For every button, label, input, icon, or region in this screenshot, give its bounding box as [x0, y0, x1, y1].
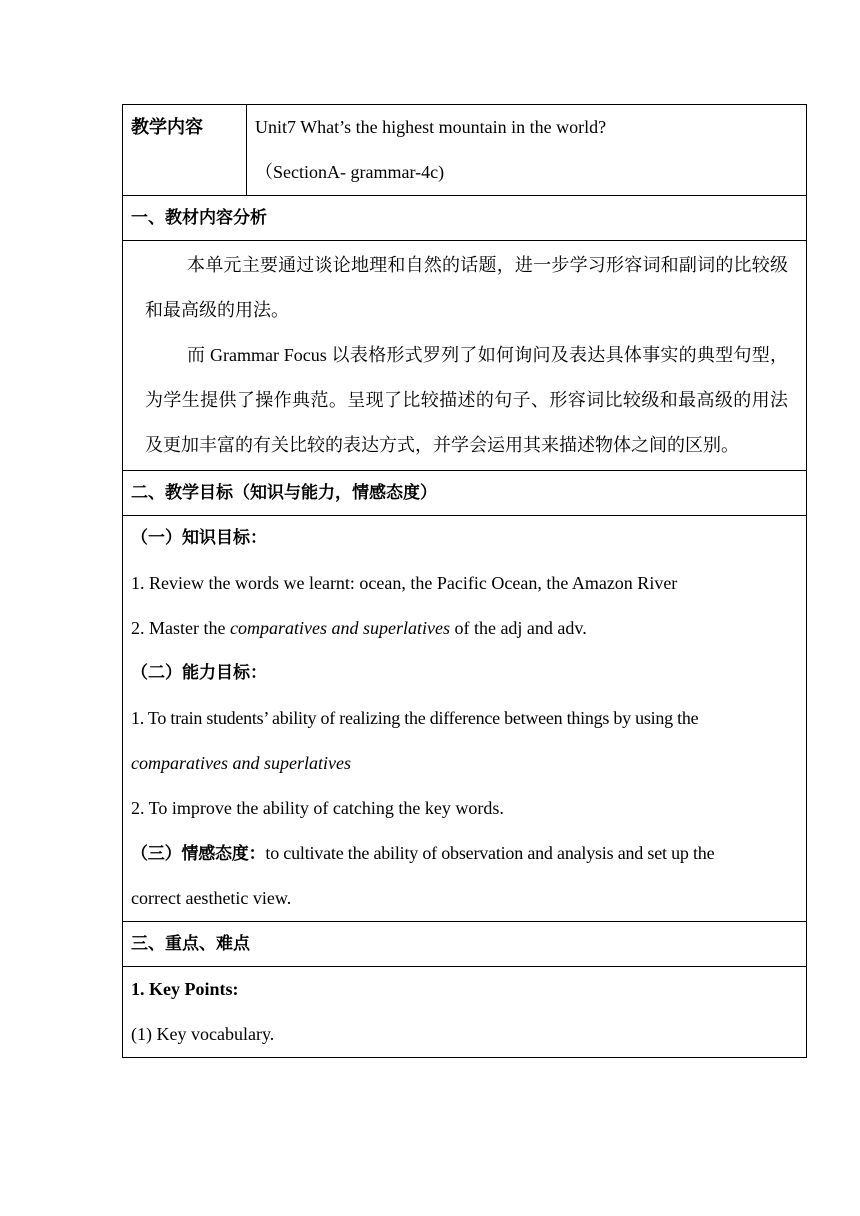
- analysis-paragraph-2: 而 Grammar Focus 以表格形式罗列了如何询问及表达具体事实的典型句型，为学生提供了操作典范。呈现了比较描述的句子、形容词比较级和最高级的用法及更加丰富的有关比较的表达方式，并学会运用其来描述物体之间的区别。: [145, 345, 788, 455]
- emotion-goal-continued: correct aesthetic view.: [131, 888, 292, 908]
- section3-body-row: [123, 967, 807, 1058]
- section1-body-row: [123, 241, 807, 471]
- key-points-heading: 1. Key Points:: [131, 979, 239, 999]
- knowledge-goal-2-prefix: 2. Master the: [131, 618, 230, 638]
- ability-goal-1-continued: [123, 741, 806, 786]
- analysis-paragraph-1: 本单元主要通过谈论地理和自然的话题，进一步学习形容词和副词的比较级和最高级的用法。: [145, 255, 788, 320]
- lesson-plan-table: [122, 104, 807, 1058]
- section2-heading: 二、教学目标（知识与能力，情感态度）: [131, 483, 437, 503]
- emotion-goal: [123, 831, 806, 876]
- ability-goal-1: 1. To train students’ ability of realizing the difference between things by using the: [131, 708, 699, 728]
- knowledge-goals-heading: （一）知识目标：: [131, 528, 267, 548]
- ability-goal-2: 2. To improve the ability of catching the key words.: [131, 798, 504, 818]
- ability-goal-1-italic: comparatives and superlatives: [131, 753, 351, 773]
- ability-goals-heading: （二）能力目标：: [131, 663, 267, 683]
- section1-heading: 一、教材内容分析: [131, 208, 267, 228]
- knowledge-goal-1: 1. Review the words we learnt: ocean, the Pacific Ocean, the Amazon River: [131, 573, 678, 593]
- section1-body: [123, 241, 806, 470]
- content-title-cell: [247, 105, 807, 196]
- knowledge-goal-2-italic: comparatives and superlatives: [229, 618, 450, 638]
- content-label-cell: [123, 105, 247, 196]
- section2-heading-row: [123, 471, 807, 516]
- unit-title: Unit7 What’s the highest mountain in the world?: [255, 117, 607, 137]
- content-label: 教学内容: [131, 117, 203, 138]
- section3-heading: 三、重点、难点: [131, 934, 250, 954]
- emotion-goal-label: （三）情感态度：: [131, 844, 266, 864]
- knowledge-goal-2-suffix: of the adj and adv.: [449, 618, 587, 638]
- key-points-item-1: (1) Key vocabulary.: [131, 1024, 275, 1044]
- unit-subtitle: （SectionA- grammar-4c): [255, 162, 445, 182]
- emotion-goal-text: to cultivate the ability of observation and analysis and set up the: [265, 843, 715, 863]
- section2-body-row: [123, 516, 807, 922]
- header-row: [123, 105, 807, 196]
- knowledge-goal-2: [123, 606, 806, 651]
- section1-heading-row: [123, 196, 807, 241]
- section3-heading-row: [123, 922, 807, 967]
